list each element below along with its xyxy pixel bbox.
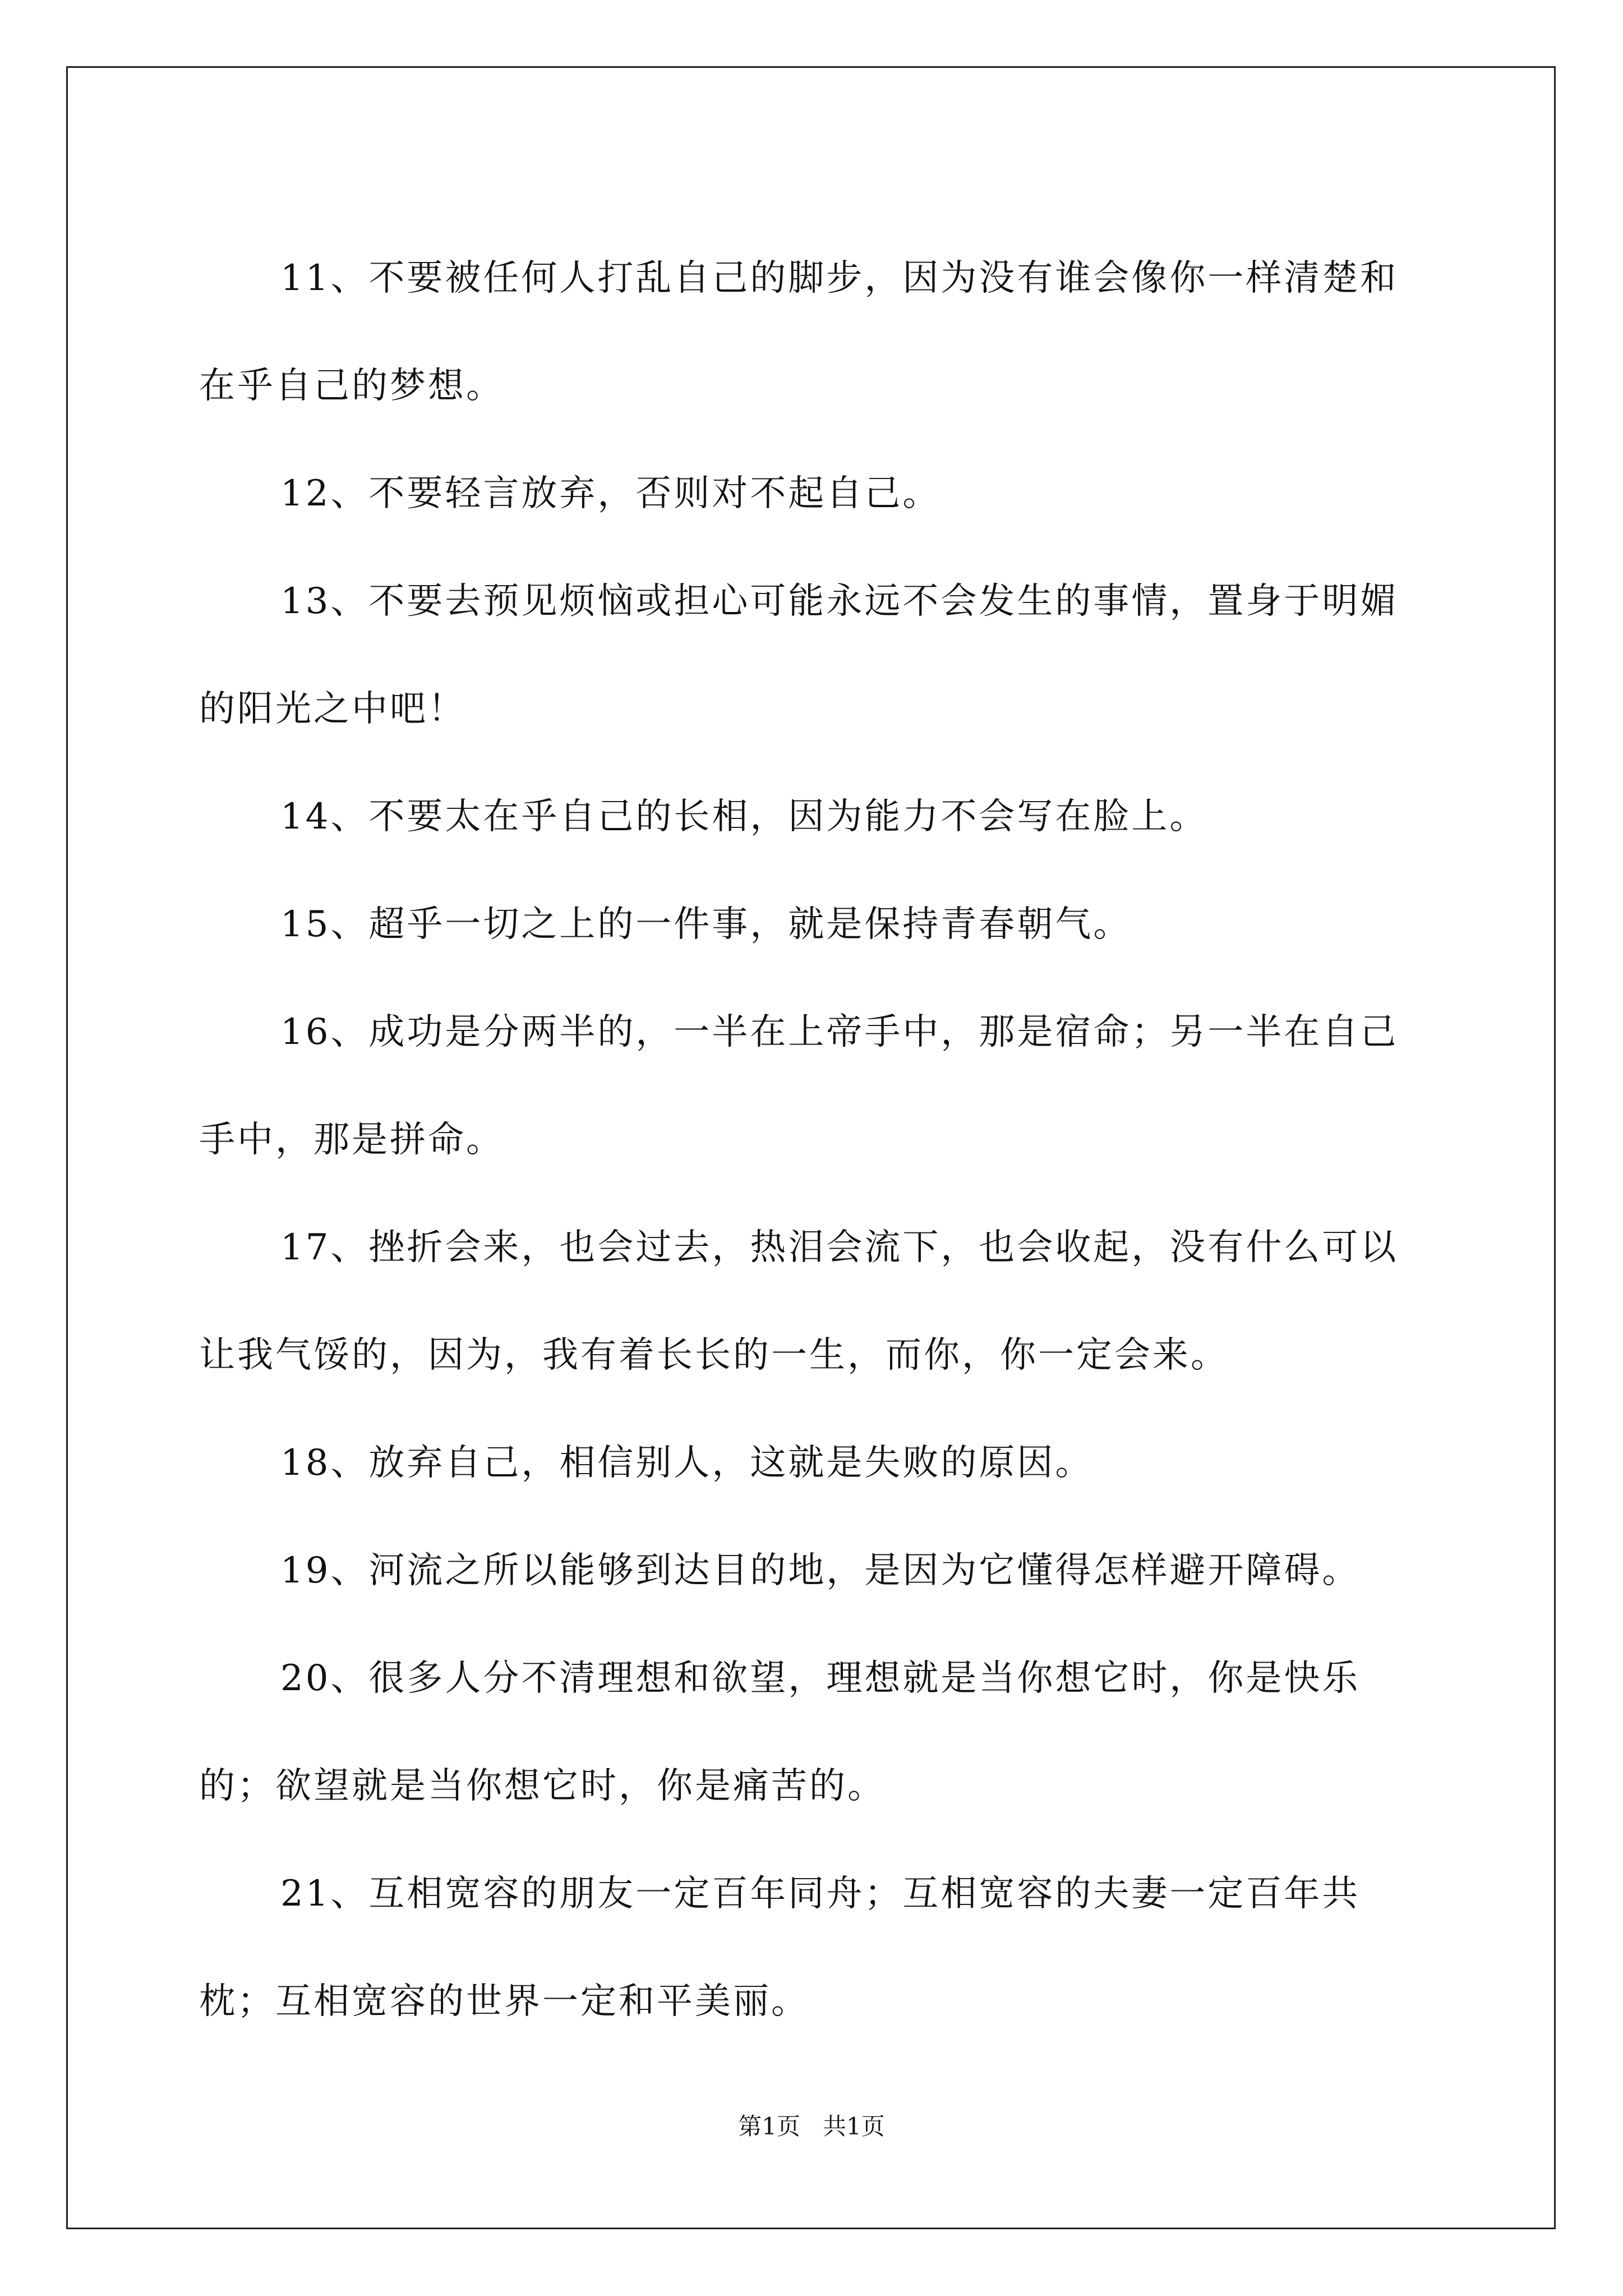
paragraph-14: 14、不要太在乎自己的长相，因为能力不会写在脸上。 [280,796,1208,838]
paragraph-20: 20、很多人分不清理想和欲望，理想就是当你想它时，你是快乐的；欲望就是当你想它时，你是痛苦的。 [199,1658,1361,1807]
paragraph-13: 13、不要去预见烦恼或担心可能永远不会发生的事情，置身于明媚的阳光之中吧！ [199,581,1399,730]
footer-spacer [800,2113,823,2140]
page-footer [0,2112,1623,2141]
paragraph-16: 16、成功是分两半的，一半在上帝手中，那是宿命；另一半在自己手中，那是拼命。 [199,1011,1399,1161]
paragraph-21: 21、互相宽容的朋友一定百年同舟；互相宽容的夫妻一定百年共枕；互相宽容的世界一定和平美丽。 [199,1873,1361,2022]
paragraph-11: 11、不要被任何人打乱自己的脚步，因为没有谁会像你一样清楚和在乎自己的梦想。 [199,257,1399,407]
paragraph-12: 12、不要轻言放弃，否则对不起自己。 [280,473,941,514]
paragraph-18: 18、放弃自己，相信别人，这就是失败的原因。 [280,1442,1094,1484]
page-number: 第1页 [738,2113,800,2140]
document-body [199,224,1433,2055]
paragraph-15: 15、超乎一切之上的一件事，就是保持青春朝气。 [280,904,1132,945]
page-total: 共1页 [823,2113,885,2140]
paragraph-19: 19、河流之所以能够到达目的地，是因为它懂得怎样避开障碍。 [280,1550,1361,1591]
paragraph-17: 17、挫折会来，也会过去，热泪会流下，也会收起，没有什么可以让我气馁的，因为，我有着长长的一生，而你，你一定会来。 [199,1227,1399,1376]
